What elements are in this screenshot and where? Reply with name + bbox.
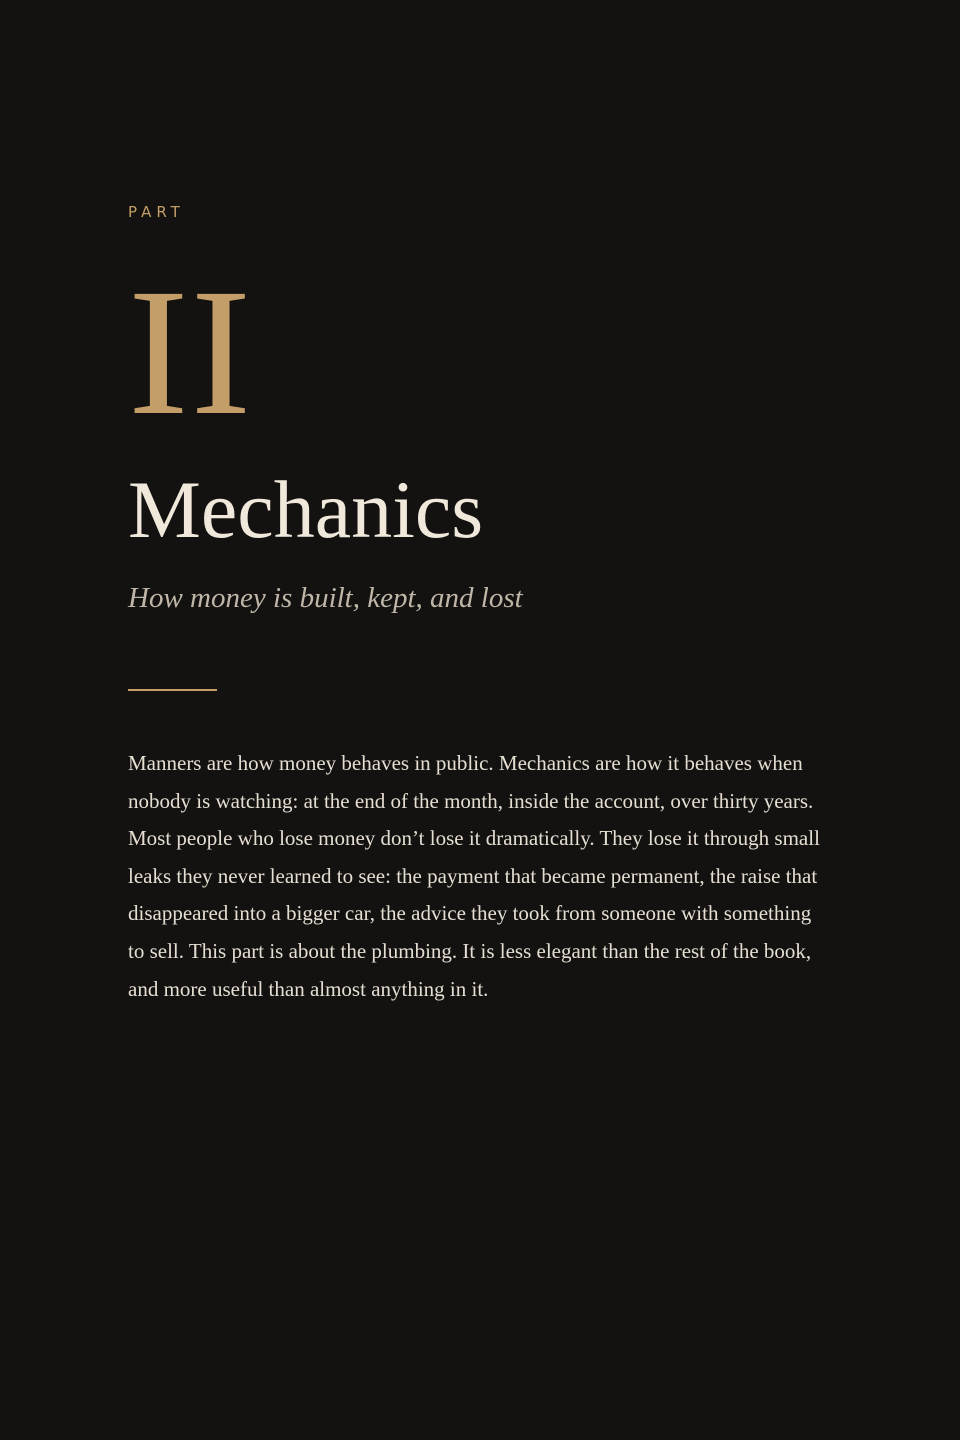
- part-subtitle: How money is built, kept, and lost: [128, 582, 523, 614]
- part-title: Mechanics: [128, 464, 484, 555]
- divider-rule: [128, 689, 217, 691]
- part-numeral: II: [128, 252, 254, 453]
- part-label: PART: [128, 203, 185, 221]
- intro-paragraph: Manners are how money behaves in public. Mechanics are how it behaves when nobody is watching: at the end of the month, inside the account, over thirty years. Most people who lose money don’t lose it dramatically. They lose it through small leaks they never learned to see: the payment that became permanent, the raise that disappeared into a bigger car, the advice they took from someone with something to sell. This part is about the plumbing. It is less elegant than the rest of the book, and more useful than almost anything in it.: [128, 751, 820, 1001]
